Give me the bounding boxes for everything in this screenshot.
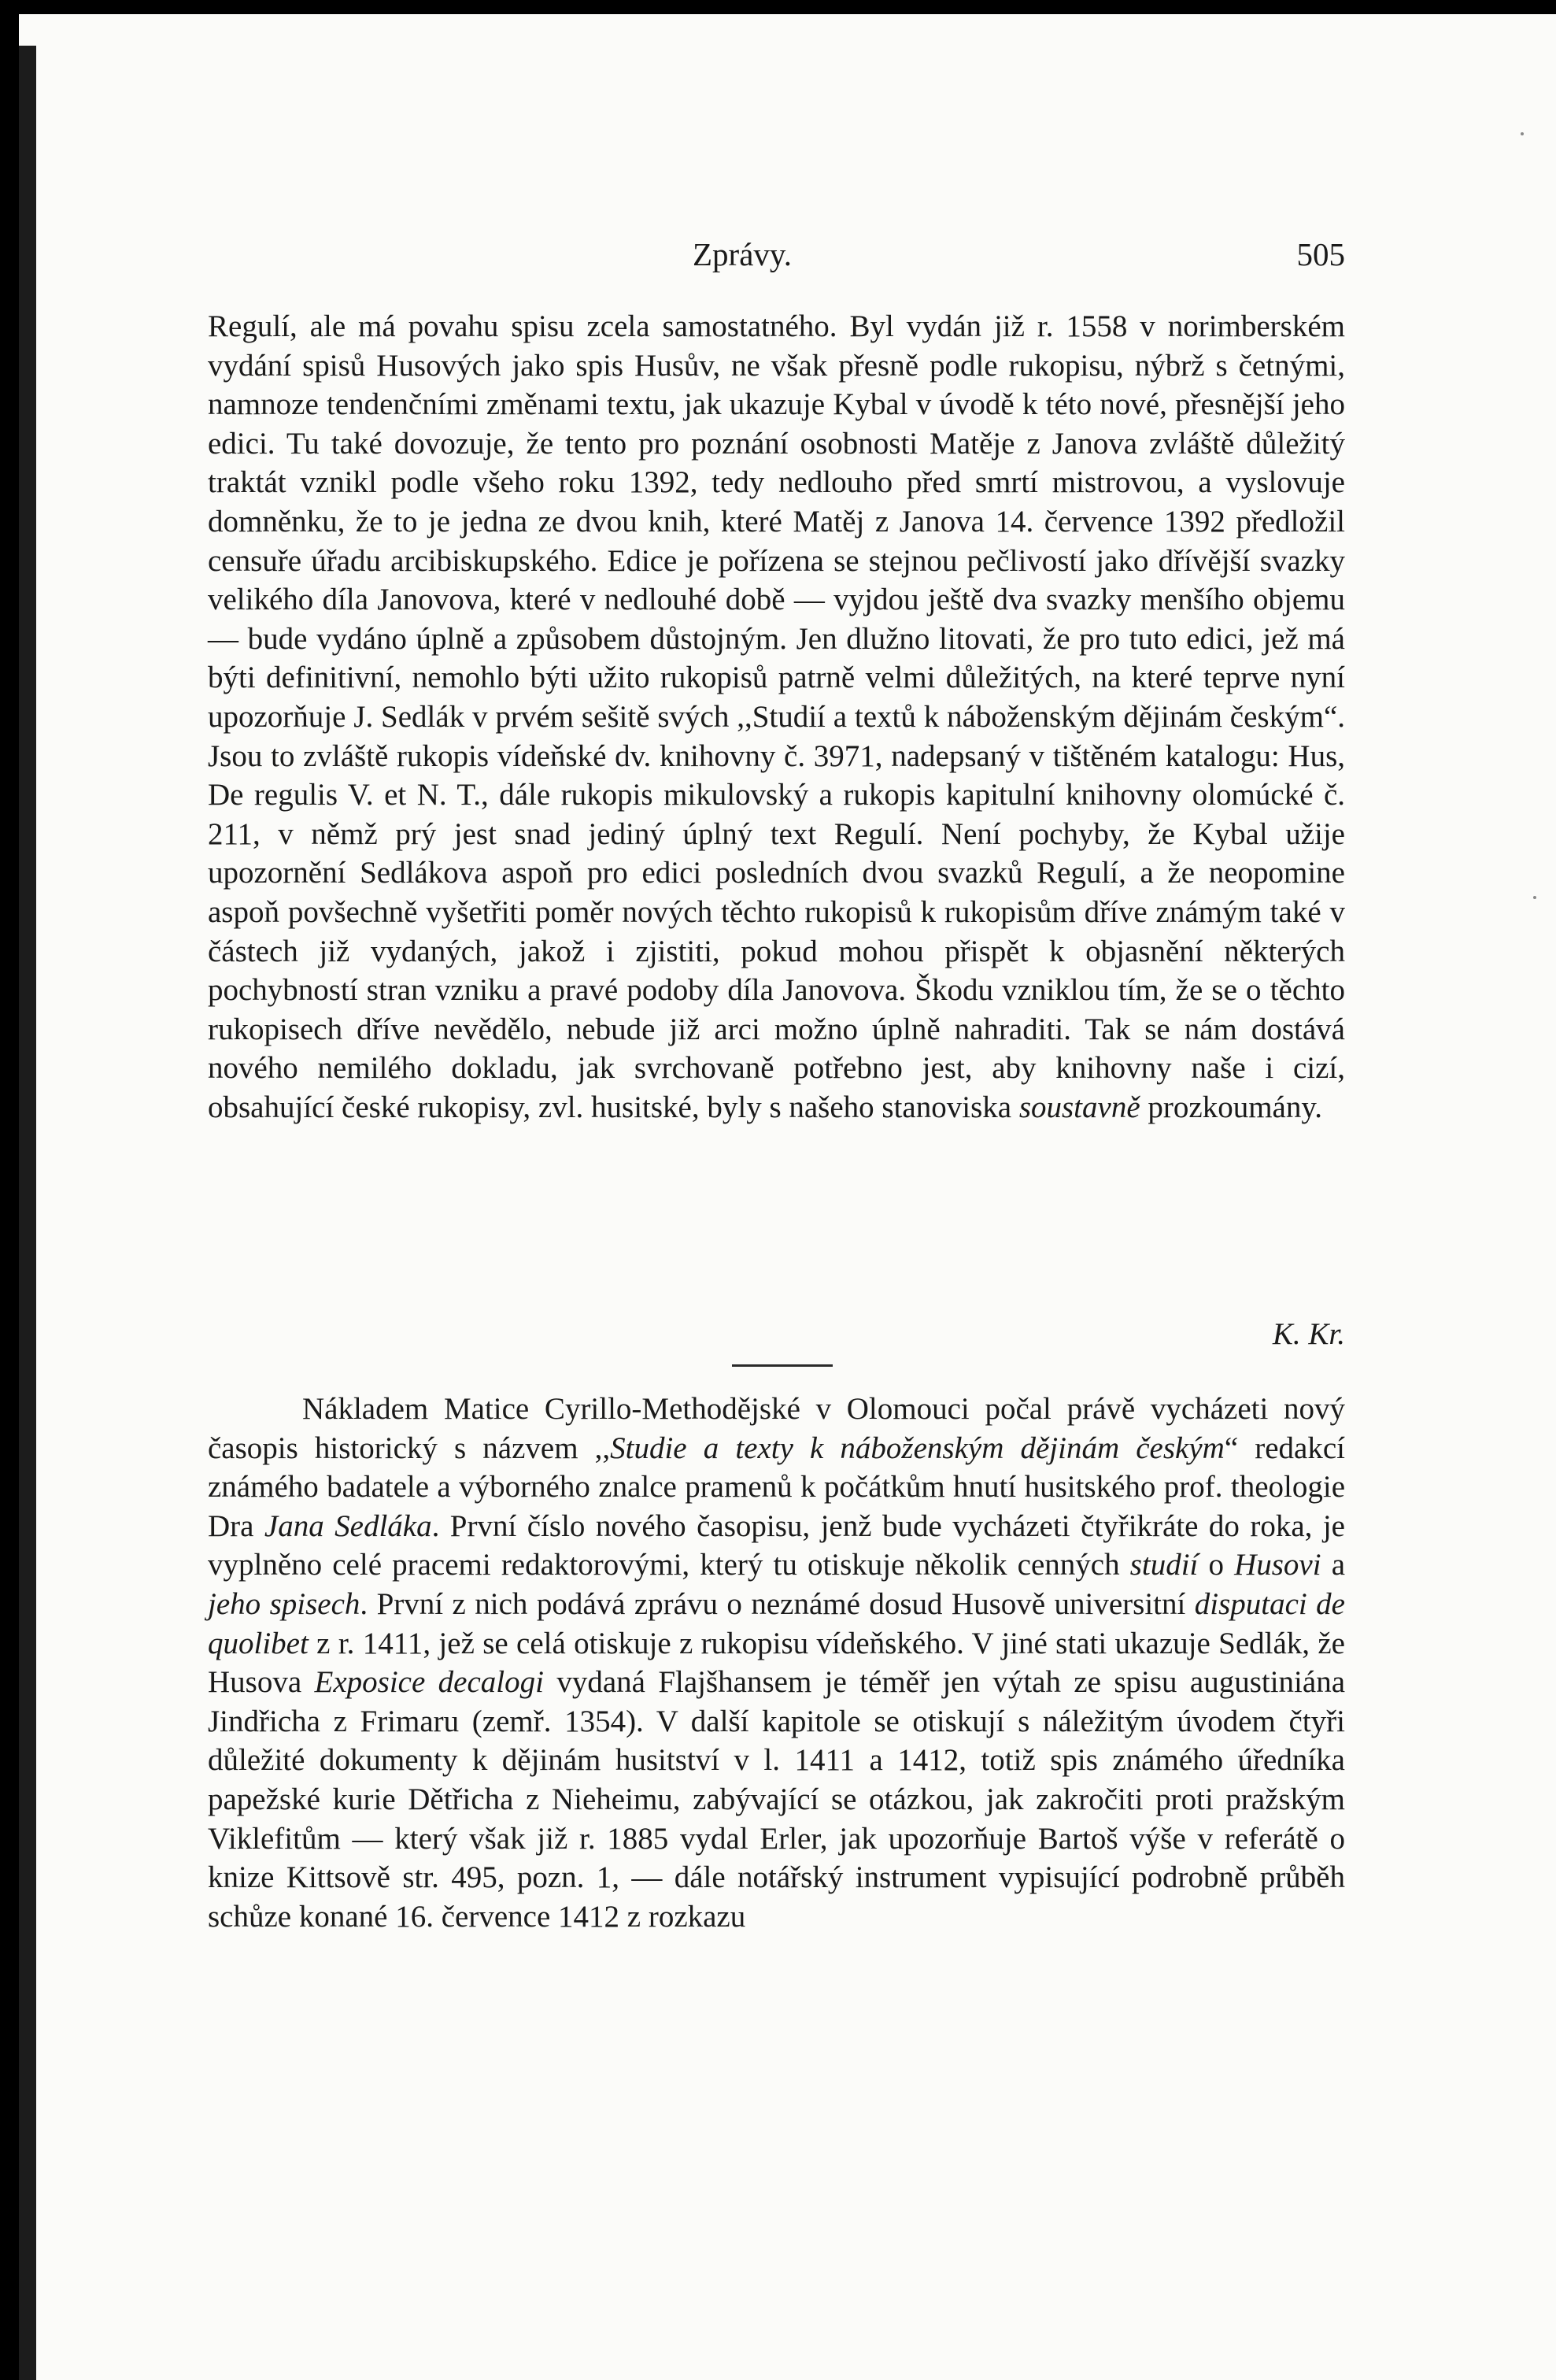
- text-run: vydaná Flajšhansem je téměř jen výtah ze spisu augustiniána Jindřicha z Frimaru (zemř. 1354). V další kapitole se otiskují s náležitým úvodem čtyři důležité dokumenty k dějinám husitství v l. 1411 a 1412, totiž spis známého úředníka papežské kurie Dětřicha z Nieheimu, zabývající se otázkou, jak zakročiti proti pražským Viklefitům — který však již r. 1885 vydal Erler, jak upozorňuje Bartoš výše v referátě o knize Kittsově str. 495, pozn. 1, — dále notářský instrument vypisující podrobně průběh schůze konané 16. července 1412 z rozkazu: [208, 1665, 1346, 1934]
- article-1-tail: prozkoumány.: [1148, 1090, 1323, 1124]
- article-1-signature: K. Kr.: [1272, 1317, 1345, 1351]
- text-run: z r. 1411, jež se celá otiskuje z rukopisu vídeňského. V jiné stati ukazuje Sedlák, že Husova: [208, 1626, 1345, 1700]
- section-divider: [732, 1364, 833, 1367]
- emphasis-studii: studií: [1129, 1548, 1199, 1582]
- article-2-paragraph: [208, 1390, 1345, 1936]
- emphasis-exposice: Exposice decalogi: [314, 1665, 544, 1700]
- binding-edge: [19, 46, 36, 2380]
- text-run: . První z nich podává zprávu o neznámé dosud Husově universitní: [360, 1586, 1195, 1621]
- author-name: Jana Sedláka: [264, 1508, 432, 1543]
- page-number: 505: [1296, 236, 1345, 272]
- running-title: Zprávy.: [693, 236, 792, 272]
- emphasis-spisech: jeho spisech: [208, 1586, 360, 1621]
- text-run: a: [1321, 1548, 1346, 1582]
- article-1-body: [208, 307, 1345, 1127]
- scan-speck: [1533, 896, 1536, 899]
- page-header: [19, 235, 1556, 274]
- text-run: . První číslo nového časopisu, jenž bude vycházeti čtyřikráte do roka, je vyplněno celé pracemi redaktorovými, který tu otiskuje několik cenných: [208, 1508, 1345, 1582]
- article-1-text: Regulí, ale má povahu spisu zcela samostatného. Byl vydán již r. 1558 v norimberském vydání spisů Husových jako spis Husův, ne však přesně podle rukopisu, nýbrž s četnými, namnoze tendenčními změnami textu, jak ukazuje Kybal v úvodě k této nové, přesnější jeho edici. Tu také dovozuje, že tento pro poznání osobnosti Matěje z Janova zvláště důležitý traktát vznikl podle všeho roku 1392, tedy nedlouho před smrtí mistrovou, a vyslovuje domněnku, že to je jedna ze dvou knih, které Matěj z Janova 14. července 1392 předložil censuře úřadu arcibiskupského. Edice je pořízena se stejnou pečlivostí jako dřívější svazky velikého díla Janovova, které v nedlouhé době — vyjdou ještě dva svazky menšího objemu — bude vydáno úplně a způsobem důstojným. Jen dlužno litovati, že pro tuto edici, jež má býti definitivní, nemohlo býti užito rukopisů patrně velmi důležitých, na které teprve nyní upozorňuje J. Sedlák v prvém sešitě svých ,,Studií a textů k náboženským dějinám českým“. Jsou to zvláště rukopis vídeňské dv. knihovny č. 3971, nadepsaný v tištěném katalogu: Hus, De regulis V. et N. T., dále rukopis mikulovský a rukopis kapitulní knihovny olomúcké č. 211, v němž prý jest snad jediný úplný text Regulí. Není pochyby, že Kybal užije upozornění Sedlákova aspoň pro edici posledních dvou svazků Regulí, a že neopomine aspoň povšechně vyšetřiti poměr nových těchto rukopisů k rukopisům dříve známým také v částech již vydaných, jakož i zjistiti, pokud mohou přispět k objasnění některých pochybností stran vzniku a pravé podoby díla Janovova. Škodu vzniklou tím, že se o těchto rukopisech dříve nevědělo, nebude již arci možno úplně nahraditi. Tak se nám dostává nového nemilého dokladu, jak svrchovaně potřebno jest, aby knihovny naše i cizí, obsahující české rukopisy, zvl. husitské, byly s našeho stanoviska: [208, 309, 1345, 1124]
- scan-speck: [1521, 132, 1524, 135]
- text-run: Nákladem Matice Cyrillo-Methodějské v Olomouci počal právě vycházeti nový časopis historický s názvem ,,: [208, 1392, 1345, 1465]
- text-run: o: [1198, 1548, 1235, 1582]
- emphasis-husovi: Husovi: [1234, 1548, 1321, 1582]
- article-2-body: [208, 1390, 1345, 1936]
- text-run: “ redakcí známého badatele a výborného znalce pramenů k počátkům hnutí husitského prof. theologie Dra: [208, 1431, 1345, 1543]
- article-1-paragraph: [208, 307, 1345, 1127]
- page: [19, 14, 1556, 2380]
- emphasis-soustavne: soustavně: [1018, 1090, 1140, 1124]
- emphasis-disputaci: disputaci de quolibet: [208, 1586, 1345, 1660]
- journal-title: Studie a texty k náboženským dějinám českým: [610, 1431, 1225, 1465]
